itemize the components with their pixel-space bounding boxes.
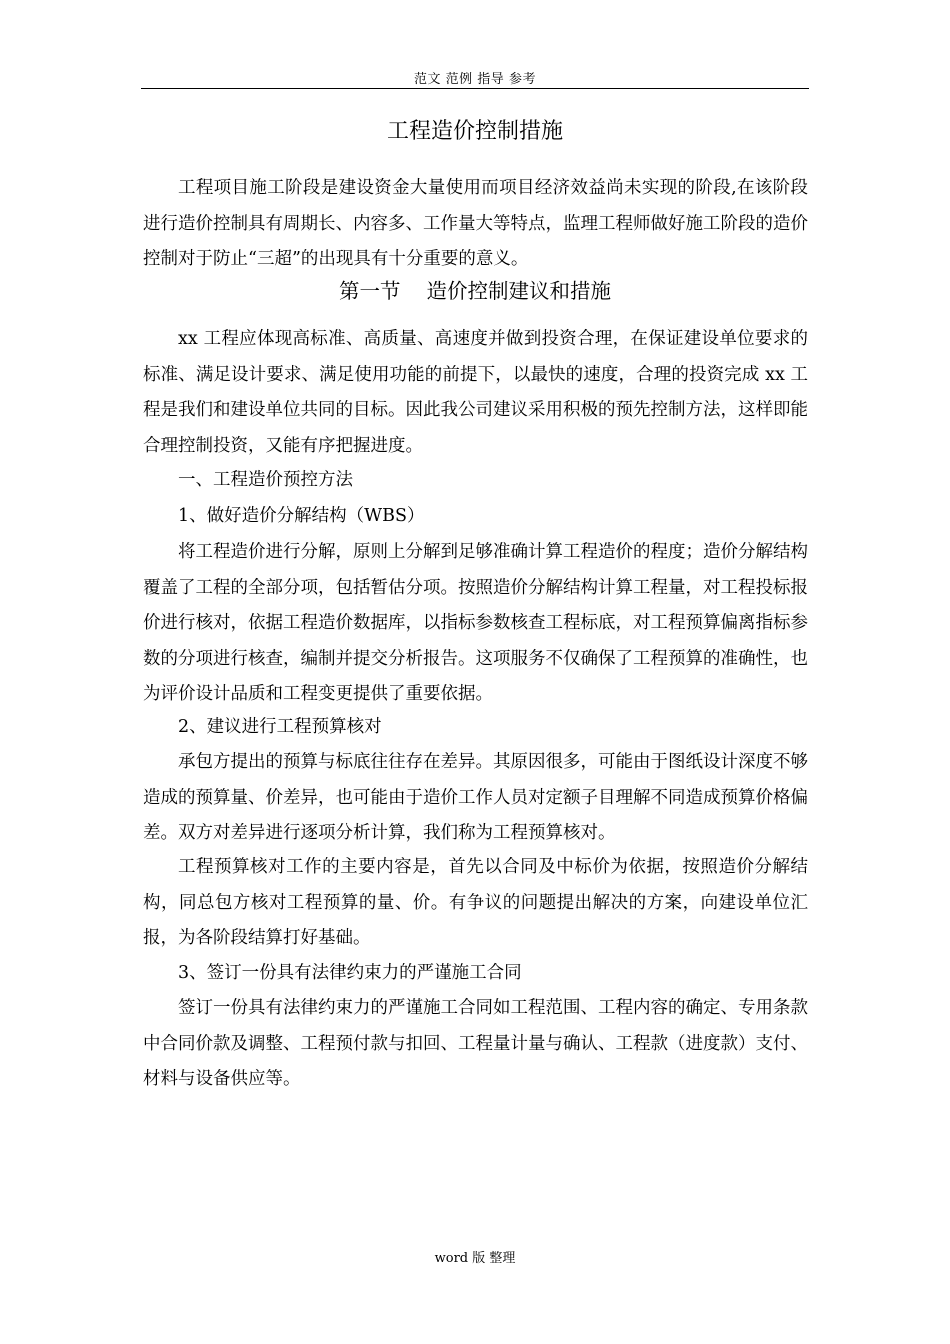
item-3-heading: 3、签订一份具有法律约束力的严谨施工合同 [178, 963, 522, 983]
header-divider [141, 88, 809, 89]
item-1-heading: 1、做好造价分解结构（WBS） [178, 506, 425, 526]
item-1-paragraph: 将工程造价进行分解，原则上分解到足够准确计算工程造价的程度；造价分解结构覆盖了工程的全部分项，包括暂估分项。按照造价分解结构计算工程量，对工程投标报价进行核对，依据工程造价数据库，以指标参数核查工程标底，对工程预算偏离指标参数的分项进行核查，编制并提交分析报告。这项服务不仅确保了工程预算的准确性，也为评价设计品质和工程变更提供了重要依据。 [143, 542, 808, 704]
item-2-paragraph-1: 承包方提出的预算与标底往往存在差异。其原因很多，可能由于图纸设计深度不够造成的预算量、价差异，也可能由于造价工作人员对定额子目理解不同造成预算价格偏差。双方对差异进行逐项分析计算，我们称为工程预算核对。 [143, 752, 808, 843]
item-2-paragraph-2: 工程预算核对工作的主要内容是，首先以合同及中标价为依据，按照造价分解结构，同总包方核对工程预算的量、价。有争议的问题提出解决的方案，向建设单位汇报，为各阶段结算打好基础。 [143, 857, 808, 948]
page-header: 范文 范例 指导 参考 [414, 72, 536, 87]
intro-paragraph: 工程项目施工阶段是建设资金大量使用而项目经济效益尚未实现的阶段,在该阶段进行造价控制具有周期长、内容多、工作量大等特点，监理工程师做好施工阶段的造价控制对于防止“三超”的出现具有十分重要的意义。 [143, 178, 808, 269]
subsection-heading: 一、工程造价预控方法 [178, 470, 353, 490]
item-2-heading: 2、建议进行工程预算核对 [178, 717, 382, 737]
page-footer: word 版 整理 [434, 1251, 516, 1266]
section-title: 第一节 造价控制建议和措施 [338, 279, 612, 303]
item-3-paragraph: 签订一份具有法律约束力的严谨施工合同如工程范围、工程内容的确定、专用条款中合同价款及调整、工程预付款与扣回、工程量计量与确认、工程款（进度款）支付、材料与设备供应等。 [143, 998, 808, 1089]
document-title: 工程造价控制措施 [386, 119, 563, 144]
section-intro-paragraph: xx 工程应体现高标准、高质量、高速度并做到投资合理，在保证建设单位要求的标准、满足设计要求、满足使用功能的前提下，以最快的速度，合理的投资完成 xx 工程是我们和建设单位共同的目标。因此我公司建议采用积极的预先控制方法，这样即能合理控制投资，又能有序把握进度。 [143, 329, 808, 456]
